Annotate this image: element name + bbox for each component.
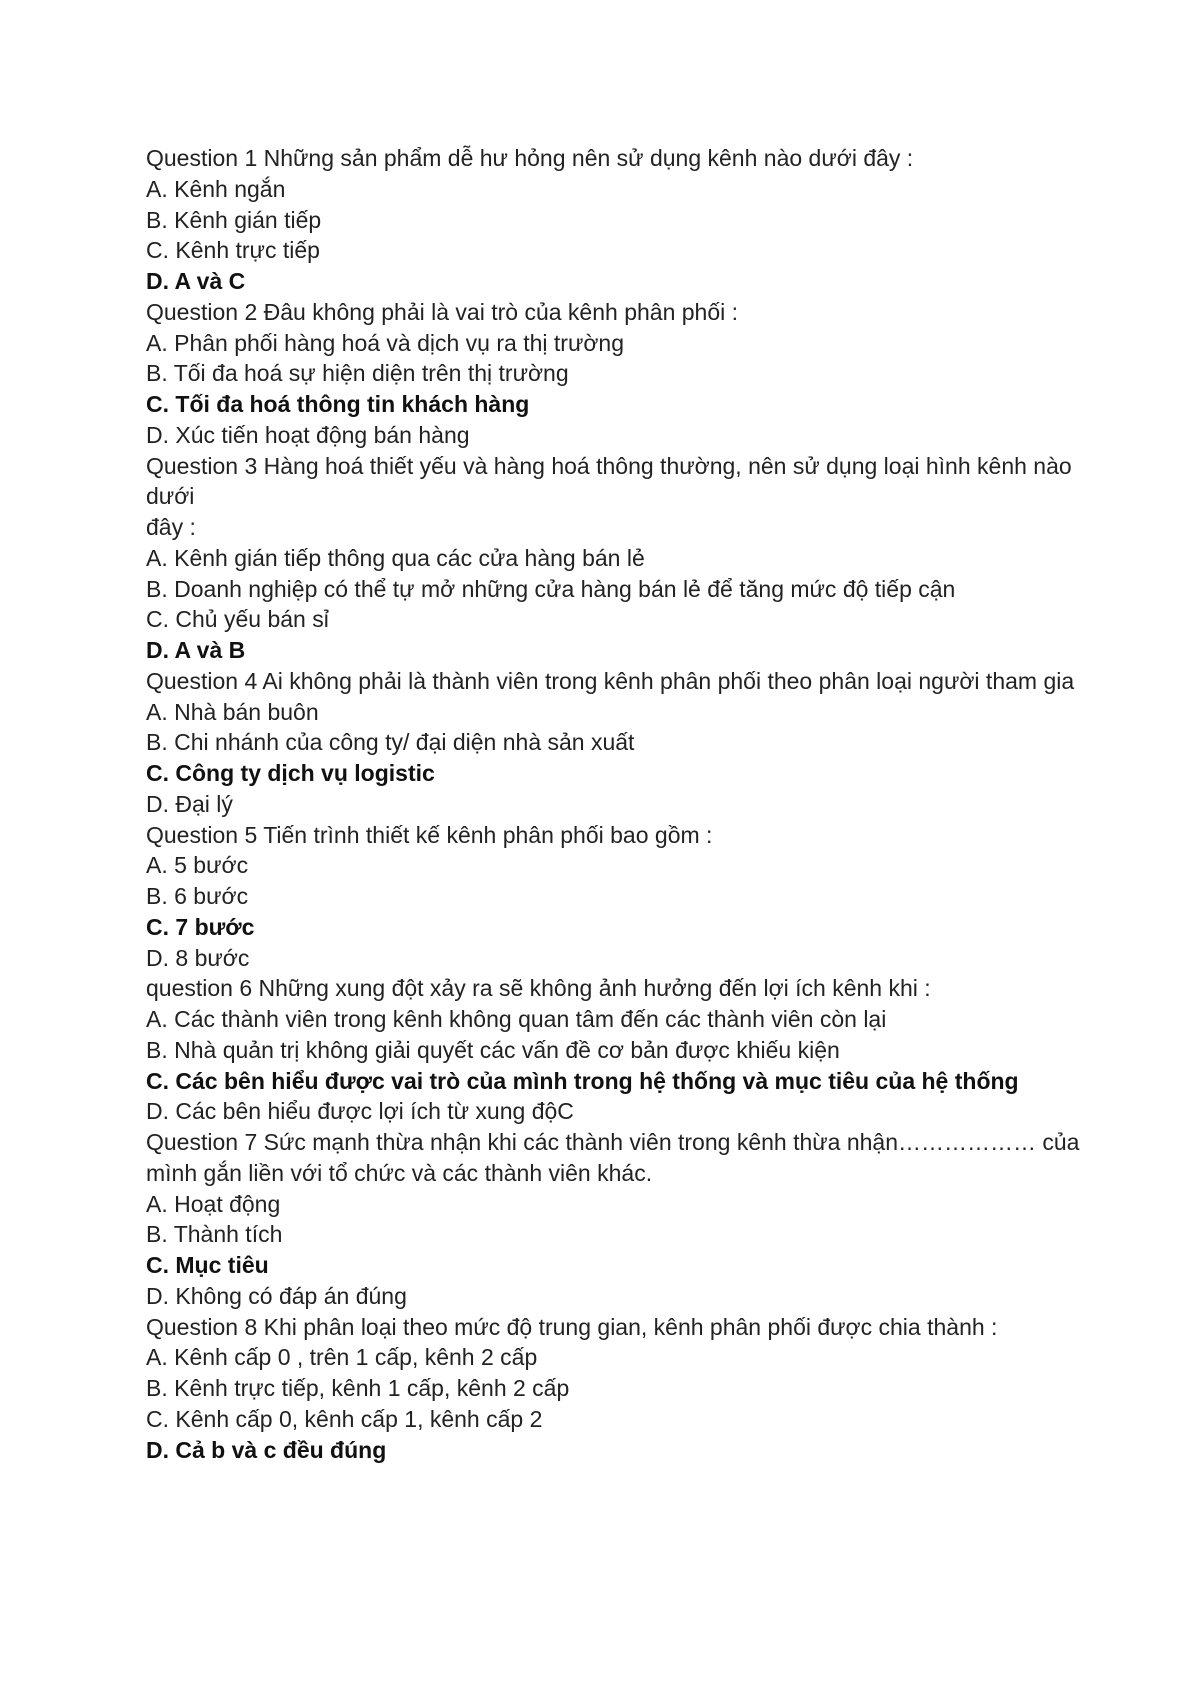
document-line: A. 5 bước [146, 852, 249, 879]
document-line: D. Các bên hiểu được lợi ích từ xung độC [146, 1098, 574, 1125]
answer-line-correct: C. 7 bước [146, 913, 255, 940]
document-line: A. Phân phối hàng hoá và dịch vụ ra thị trường [146, 329, 625, 356]
answer-line-correct: D. Cả b và c đều đúng [146, 1436, 387, 1463]
answer-line-correct: D. A và C [146, 268, 246, 294]
document-line: B. Nhà quản trị không giải quyết các vấn đề cơ bản được khiếu kiện [146, 1036, 840, 1063]
document-line: Question 4 Ai không phải là thành viên trong kênh phân phối theo phân loại người tham gia [146, 667, 1075, 694]
document-page [146, 143, 1086, 1465]
document-line: B. Kênh gián tiếp [146, 206, 322, 233]
document-line: B. Thành tích [146, 1221, 283, 1248]
document-line: Question 1 Những sản phẩm dễ hư hỏng nên sử dụng kênh nào dưới đây : [146, 145, 914, 171]
answer-line-correct: C. Tối đa hoá thông tin khách hàng [146, 391, 530, 417]
document-line: Question 8 Khi phân loại theo mức độ trung gian, kênh phân phối được chia thành : [146, 1313, 998, 1340]
document-line: Question 5 Tiến trình thiết kế kênh phân phối bao gồm : [146, 821, 713, 848]
document-line: A. Kênh ngắn [146, 175, 286, 202]
document-line: A. Nhà bán buôn [146, 698, 319, 725]
document-line: C. Kênh cấp 0, kênh cấp 1, kênh cấp 2 [146, 1405, 543, 1432]
document-line: B. Chi nhánh của công ty/ đại diện nhà sản xuất [146, 729, 635, 756]
document-line: B. Tối đa hoá sự hiện diện trên thị trường [146, 360, 569, 387]
document-line: Question 2 Đâu không phải là vai trò của kênh phân phối : [146, 298, 739, 325]
document-line: A. Kênh cấp 0 , trên 1 cấp, kênh 2 cấp [146, 1344, 538, 1371]
answer-line-correct: C. Các bên hiểu được vai trò của mình trong hệ thống và mục tiêu của hệ thống [146, 1067, 1019, 1094]
document-line: D. Không có đáp án đúng [146, 1282, 407, 1309]
document-line: D. Xúc tiến hoạt động bán hàng [146, 421, 470, 448]
document-line: A. Kênh gián tiếp thông qua các cửa hàng bán lẻ [146, 544, 645, 571]
document-line: Question 7 Sức mạnh thừa nhận khi các thành viên trong kênh thừa nhận……………… của [146, 1129, 1080, 1155]
answer-line-correct: C. Mục tiêu [146, 1252, 269, 1278]
document-line: B. 6 bước [146, 883, 249, 909]
answer-line-correct: D. A và B [146, 637, 246, 663]
answer-line-correct: C. Công ty dịch vụ logistic [146, 760, 435, 786]
document-line: D. Đại lý [146, 790, 233, 817]
document-line: B. Doanh nghiệp có thể tự mở những cửa hàng bán lẻ để tăng mức độ tiếp cận [146, 575, 956, 602]
document-line: mình gắn liền với tổ chức và các thành viên khác. [146, 1159, 653, 1186]
document-line: A. Hoạt động [146, 1190, 281, 1217]
document-line: Question 3 Hàng hoá thiết yếu và hàng hoá thông thường, nên sử dụng loại hình kênh nào dưới [146, 452, 1072, 510]
document-line: D. 8 bước [146, 944, 250, 971]
document-line: question 6 Những xung đột xảy ra sẽ không ảnh hưởng đến lợi ích kênh khi : [146, 975, 931, 1002]
document-line: đây : [146, 514, 196, 540]
document-line: A. Các thành viên trong kênh không quan tâm đến các thành viên còn lại [146, 1006, 887, 1032]
document-line: C. Kênh trực tiếp [146, 237, 320, 264]
document-line: C. Chủ yếu bán sỉ [146, 606, 329, 633]
document-line: B. Kênh trực tiếp, kênh 1 cấp, kênh 2 cấp [146, 1375, 570, 1401]
